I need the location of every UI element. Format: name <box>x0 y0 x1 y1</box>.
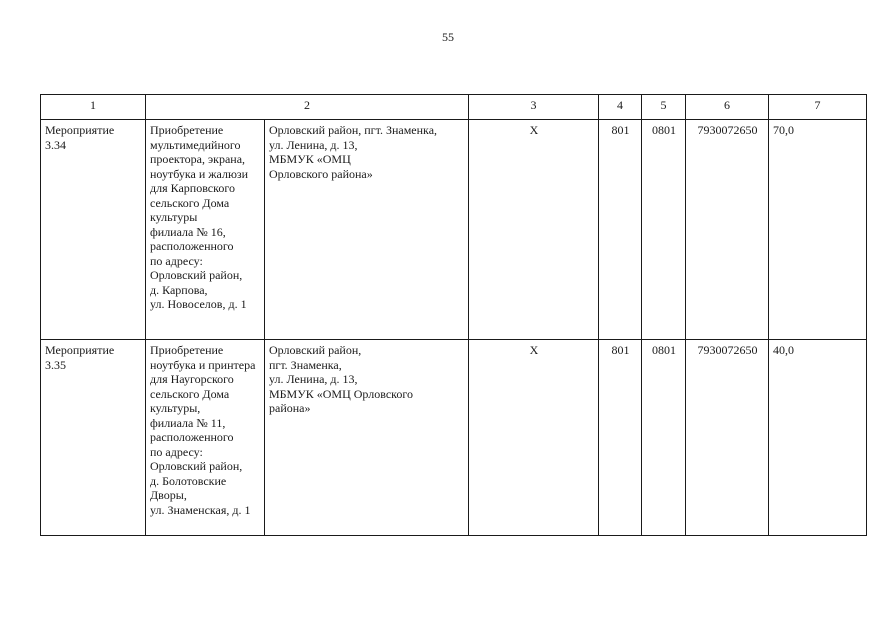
event-label: Мероприятие 3.34 <box>45 123 115 152</box>
col3-cell: Х <box>469 120 599 340</box>
header-cell-2: 2 <box>146 95 469 120</box>
col4-cell: 801 <box>599 120 642 340</box>
header-cell-5: 5 <box>642 95 686 120</box>
description-text: Приобретение мультимедийного проектора, экрана, ноутбука и жалюзи для Карповского сельского Дома культуры филиала № 16, расположенного по адресу: Орловский район, д. Карпова, ул. Новоселов, д. 1 <box>150 123 249 311</box>
col6-cell: 7930072650 <box>686 120 769 340</box>
amount-cell: 40,0 <box>769 340 867 536</box>
header-cell-6: 6 <box>686 95 769 120</box>
executor-text: Орловский район, пгт. Знаменка, ул. Ленина, д. 13, МБМУК «ОМЦ Орловского района» <box>269 123 438 181</box>
col5-cell: 0801 <box>642 340 686 536</box>
event-label: Мероприятие 3.35 <box>45 343 115 372</box>
col4-cell: 801 <box>599 340 642 536</box>
header-cell-7: 7 <box>769 95 867 120</box>
description-text: Приобретение ноутбука и принтера для Наугорского сельского Дома культуры, филиала № 11, расположенного по адресу: Орловский район, д. Болотовские Дворы, ул. Знаменская, д. 1 <box>150 343 256 517</box>
executor-cell <box>265 340 469 536</box>
event-cell <box>41 340 146 536</box>
col5-cell: 0801 <box>642 120 686 340</box>
header-cell-3: 3 <box>469 95 599 120</box>
description-cell <box>146 340 265 536</box>
executor-text: Орловский район, пгт. Знаменка, ул. Ленина, д. 13, МБМУК «ОМЦ Орловского района» <box>269 343 413 415</box>
table-row <box>41 340 867 536</box>
amount-cell: 70,0 <box>769 120 867 340</box>
header-cell-4: 4 <box>599 95 642 120</box>
col3-cell: Х <box>469 340 599 536</box>
header-cell-1: 1 <box>41 95 146 120</box>
table-row <box>41 120 867 340</box>
description-cell <box>146 120 265 340</box>
table-header-row <box>41 95 867 120</box>
budget-table <box>40 94 867 536</box>
event-cell <box>41 120 146 340</box>
executor-cell <box>265 120 469 340</box>
page-number: 55 <box>442 30 454 44</box>
col6-cell: 7930072650 <box>686 340 769 536</box>
